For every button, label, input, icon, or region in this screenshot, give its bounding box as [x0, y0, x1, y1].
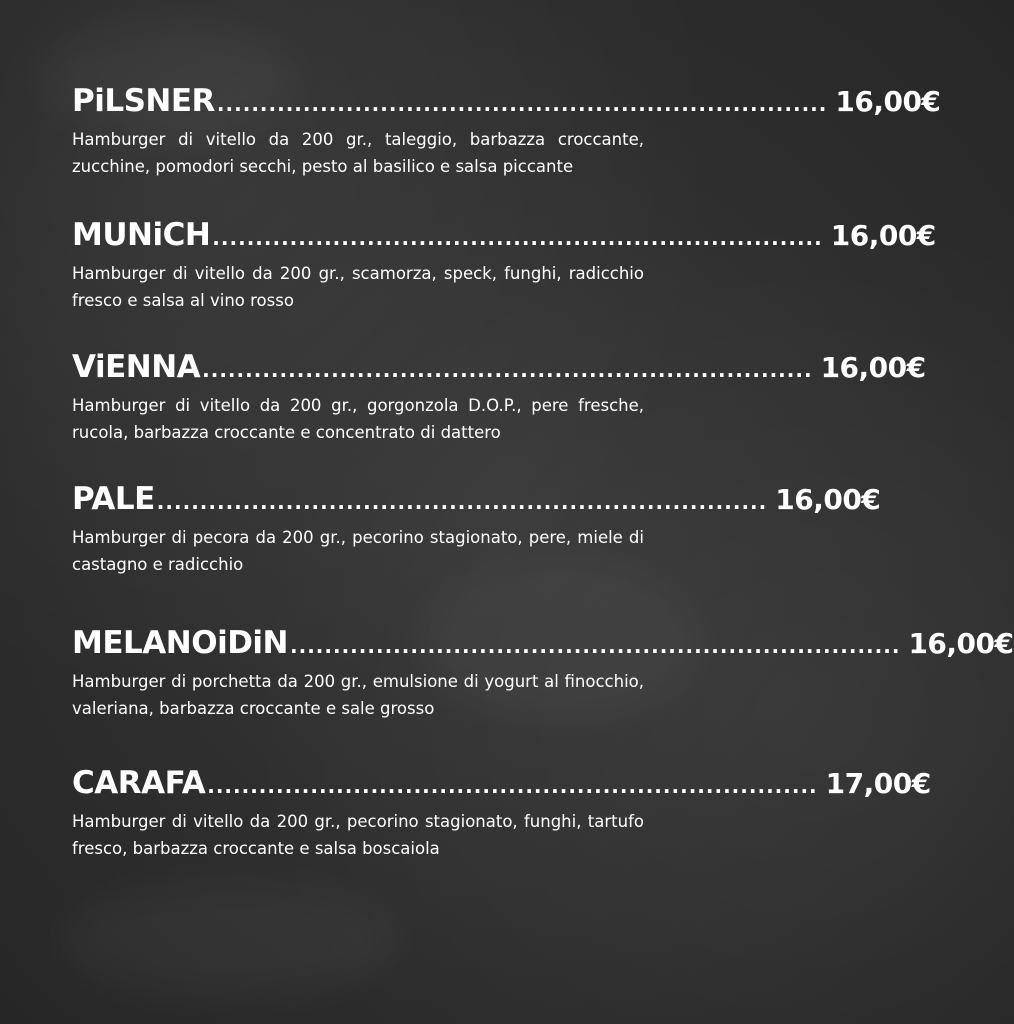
menu-item-price: 16,00€	[775, 483, 881, 516]
menu-item-name: MUNiCH	[72, 217, 211, 253]
menu-item-name: PiLSNER	[72, 83, 215, 119]
menu-item-melanoidin	[72, 622, 1014, 722]
dot-leader: .......................................................................	[207, 774, 818, 798]
menu-item-description: Hamburger di vitello da 200 gr., pecorino stagionato, funghi, tartufo fresco, barbazza croccante e salsa boscaiola	[72, 812, 644, 858]
menu-item-price: 16,00€	[830, 219, 936, 252]
menu-item-description: Hamburger di vitello da 200 gr., scamorza, speck, funghi, radicchio fresco e salsa al vino rosso	[72, 264, 644, 310]
menu-item-pilsner	[72, 80, 941, 180]
menu-item-munich	[72, 214, 936, 314]
menu-item-description: Hamburger di porchetta da 200 gr., emulsione di yogurt al finocchio, valeriana, barbazza croccante e sale grosso	[72, 672, 644, 718]
menu-item-name: ViENNA	[72, 349, 201, 385]
menu-item-price: 17,00€	[825, 767, 931, 800]
menu-item-description: Hamburger di vitello da 200 gr., taleggio, barbazza croccante, zucchine, pomodori secchi, pesto al basilico e salsa piccante	[72, 130, 644, 176]
menu-item-name: CARAFA	[72, 765, 206, 801]
menu-item-header	[72, 622, 1014, 664]
menu-item-vienna	[72, 346, 926, 446]
menu-item-header	[72, 346, 926, 388]
menu-item-description: Hamburger di pecora da 200 gr., pecorino stagionato, pere, miele di castagno e radicchio	[72, 528, 644, 574]
menu-item-price: 16,00€	[908, 627, 1014, 660]
menu-item-description: Hamburger di vitello da 200 gr., gorgonzola D.O.P., pere fresche, rucola, barbazza croccante e concentrato di dattero	[72, 396, 644, 442]
dot-leader: .......................................................................	[156, 490, 768, 514]
menu-item-header	[72, 80, 941, 122]
menu-item-price: 16,00€	[835, 85, 941, 118]
dot-leader: .......................................................................	[212, 226, 823, 250]
menu-item-header	[72, 762, 931, 804]
menu-item-header	[72, 214, 936, 256]
menu-item-carafa	[72, 762, 931, 862]
menu-item-price: 16,00€	[820, 351, 926, 384]
chalk-smudge	[60, 880, 400, 1000]
menu-item-pale	[72, 478, 881, 578]
dot-leader: .......................................................................	[216, 92, 828, 116]
menu-item-name: MELANOiDiN	[72, 625, 288, 661]
menu-item-header	[72, 478, 881, 520]
menu-item-name: PALE	[72, 481, 155, 517]
dot-leader: .......................................................................	[290, 634, 901, 658]
dot-leader: .......................................................................	[202, 358, 813, 382]
